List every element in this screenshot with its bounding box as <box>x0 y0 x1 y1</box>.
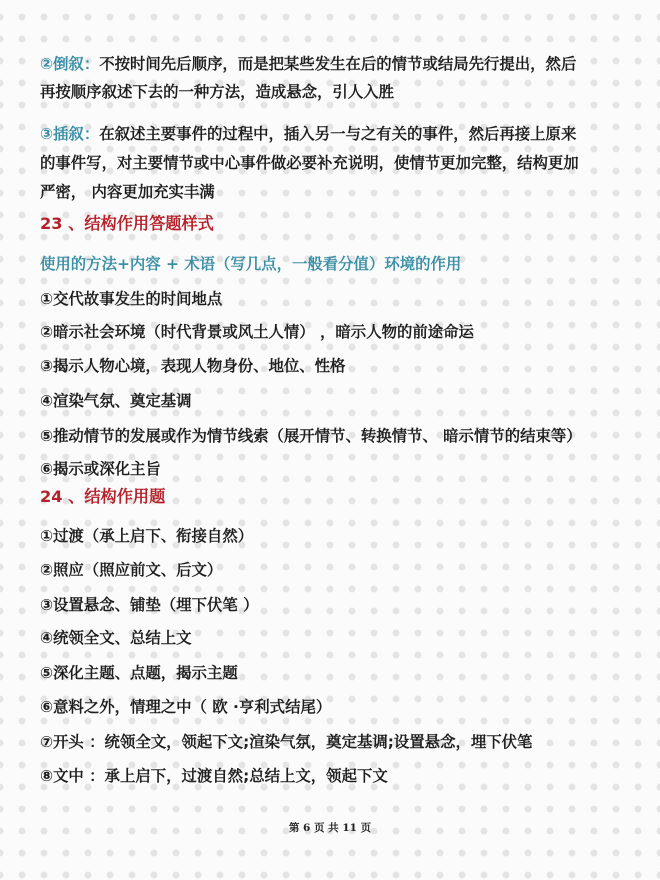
section-23-subtitle: 使用的方法+内容 + 术语（写几点，一般看分值）环境的作用 <box>40 255 462 273</box>
section-23-title: 23 、结构作用答题样式 <box>40 214 214 233</box>
section-24-title: 24 、结构作用题 <box>40 487 166 506</box>
section-24-item-1: ①过渡（承上启下、衔接自然） <box>40 527 254 545</box>
section-24-item-3: ③设置悬念、铺垫（埋下伏笔 ） <box>40 596 259 614</box>
section-23-item-4: ④渲染气氛、奠定基调 <box>40 392 192 410</box>
chaxu-line-1 <box>40 124 576 144</box>
page-number-footer: 第 6 页 共 11 页 <box>288 822 372 834</box>
section-24-item-5: ⑤深化主题、点题，揭示主题 <box>40 664 238 682</box>
section-24-item-6: ⑥意料之外，情理之中（ 欧 ·亨利式结尾） <box>40 698 332 716</box>
section-23-item-5: ⑤推动情节的发展或作为情节线索（展开情节、转换情节、 暗示情节的结束等） <box>40 427 582 445</box>
chaxu-text-1: 在叙述主要事件的过程中，插入另一与之有关的事件，然后再接上原来 <box>99 125 577 143</box>
daoxu-text-1: 不按时间先后顺序，而是把某些发生在后的情节或结局先行提出，然后 <box>99 55 577 73</box>
daoxu-line-1 <box>40 54 576 74</box>
daoxu-separator: ： <box>83 55 100 73</box>
section-24-item-8: ⑧文中 ：承上启下，过渡自然;总结上文，领起下文 <box>40 767 388 785</box>
chaxu-label: ③插叙 <box>40 125 84 143</box>
section-23-item-3: ③揭示人物心境，表现人物身份、地位、性格 <box>40 357 346 375</box>
section-24-item-2: ②照应（照应前文、后文） <box>40 561 223 579</box>
chaxu-line-3: 严密， 内容更加充实丰满 <box>40 183 215 201</box>
chaxu-separator: ： <box>83 125 100 143</box>
daoxu-line-2: 再按顺序叙述下去的一种方法，造成悬念，引人入胜 <box>40 83 394 101</box>
section-23-item-2: ②暗示社会环境（时代背景或风土人情） ，暗示人物的前途命运 <box>40 323 474 341</box>
chaxu-line-2: 的事件写，对主要情节或中心事件做必要补充说明，使情节更加完整，结构更加 <box>40 154 579 172</box>
section-23-item-1: ①交代故事发生的时间地点 <box>40 290 223 308</box>
section-23-item-6: ⑥揭示或深化主旨 <box>40 460 161 478</box>
section-24-item-4: ④统领全文、总结上文 <box>40 629 192 647</box>
daoxu-label: ②倒叙 <box>40 55 84 73</box>
section-24-item-7: ⑦开头 ：统领全文，领起下文;渲染气氛，奠定基调;设置悬念，埋下伏笔 <box>40 733 533 751</box>
